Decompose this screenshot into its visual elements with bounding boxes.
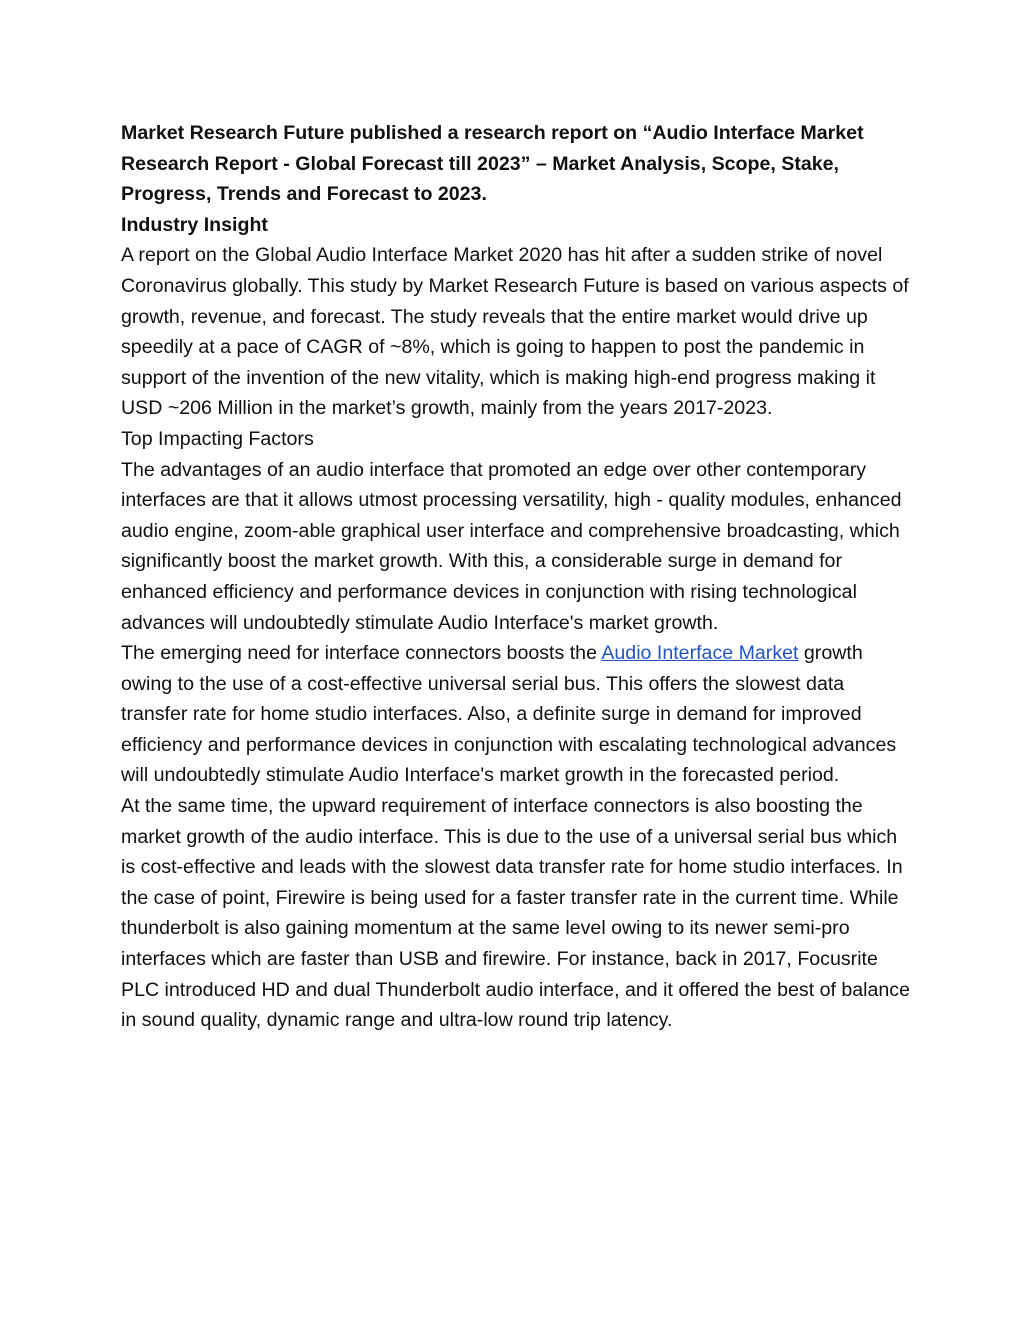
paragraph-interface-connectors	[121, 638, 911, 791]
paragraph-upward-requirement: At the same time, the upward requirement of interface connectors is also boosting the market growth of the audio interface. This is due to the use of a universal serial bus which is cost-effective and leads with the slowest data transfer rate for home studio interfaces. In the case of point, Firewire is being used for a faster transfer rate in the current time. While thunderbolt is also gaining momentum at the same level owing to its newer semi-pro interfaces which are faster than USB and firewire. For instance, back in 2017, Focusrite PLC introduced HD and dual Thunderbolt audio interface, and it offered the best of balance in sound quality, dynamic range and ultra-low round trip latency.	[121, 795, 911, 1032]
headline: Market Research Future published a research report on “Audio Interface Market Research Report - Global Forecast till 2023” – Market Analysis, Scope, Stake, Progress, Trends and Forecast to 2023.	[121, 122, 864, 206]
document-page	[121, 118, 911, 1036]
audio-interface-market-link[interactable]: Audio Interface Market	[601, 642, 799, 665]
paragraph-industry-insight: A report on the Global Audio Interface Market 2020 has hit after a sudden strike of novel Coronavirus globally. This study by Market Research Future is based on various aspects of growth, revenue, and forecast. The study reveals that the entire market would drive up speedily at a pace of CAGR of ~8%, which is going to happen to post the pandemic in support of the invention of the new vitality, which is making high-end progress making it USD ~206 Million in the market’s growth, mainly from the years 2017-2023.	[121, 244, 909, 420]
paragraph-text-after-link: growth owing to the use of a cost-effective universal serial bus. This offers the slowest data transfer rate for home studio interfaces. Also, a definite surge in demand for improved efficiency and performance devices in conjunction with escalating technological advances will undoubtedly stimulate Audio Interface's market growth in the forecasted period.	[121, 642, 897, 787]
subheading-top-impacting-factors: Top Impacting Factors	[121, 427, 314, 450]
paragraph-advantages: The advantages of an audio interface that promoted an edge over other contemporary interfaces are that it allows utmost processing versatility, high - quality modules, enhanced audio engine, zoom-able graphical user interface and comprehensive broadcasting, which significantly boost the market growth. With this, a considerable surge in demand for enhanced efficiency and performance devices in conjunction with rising technological advances will undoubtedly stimulate Audio Interface's market growth.	[121, 458, 902, 634]
section-title: Industry Insight	[121, 213, 268, 236]
paragraph-text-before-link: The emerging need for interface connectors boosts the	[121, 642, 602, 665]
